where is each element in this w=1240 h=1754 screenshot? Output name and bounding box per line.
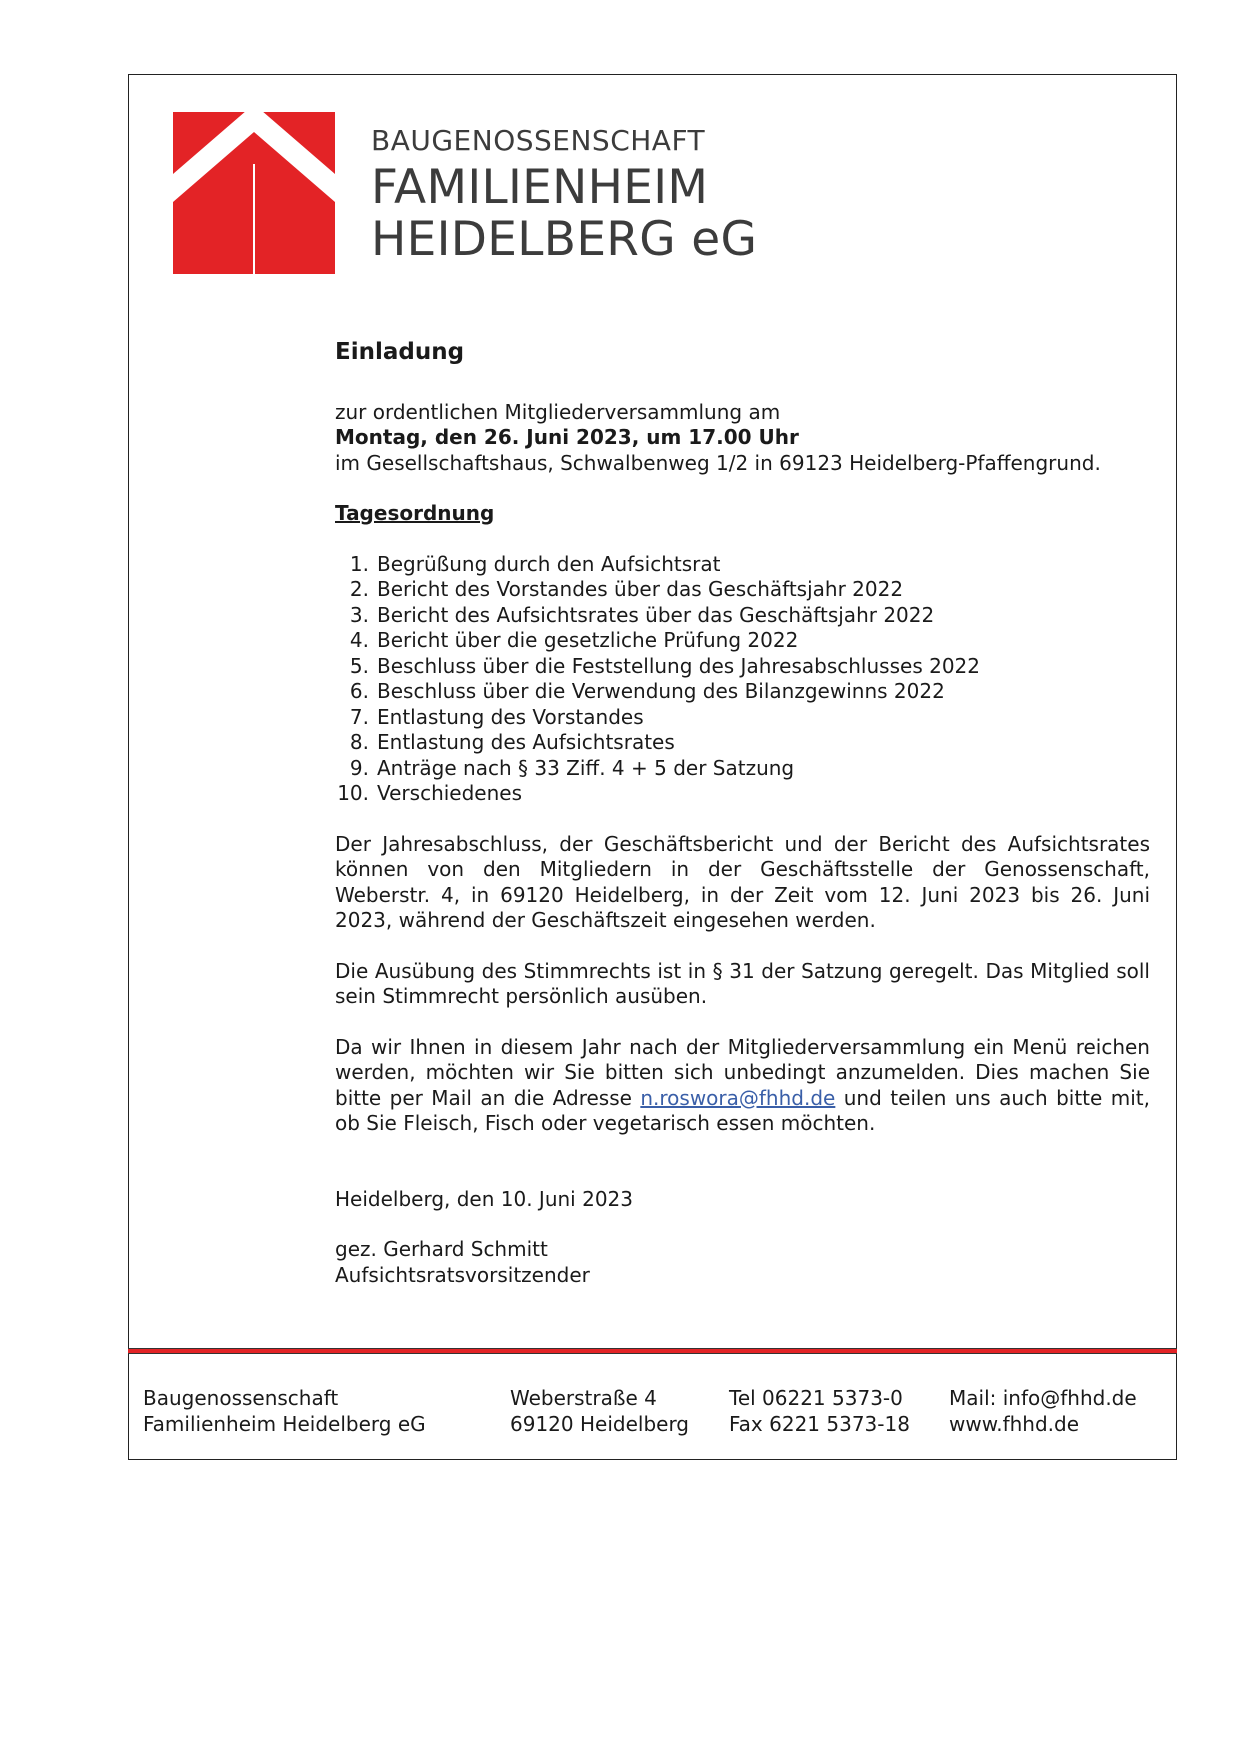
agenda-text: Bericht über die gesetzliche Prüfung 2022 bbox=[377, 628, 799, 652]
footer-city: 69120 Heidelberg bbox=[510, 1411, 690, 1436]
agenda-text: Beschluss über die Feststellung des Jahresabschlusses 2022 bbox=[377, 653, 980, 678]
agenda-num: 8. bbox=[349, 730, 369, 754]
location-line: im Gesellschaftshaus, Schwalbenweg 1/2 in 69123 Heidelberg-Pfaffengrund. bbox=[335, 450, 1101, 475]
agenda-list bbox=[335, 552, 1150, 807]
agenda-item bbox=[335, 679, 1150, 705]
agenda-num: 5. bbox=[349, 653, 369, 678]
agenda-text: Entlastung des Vorstandes bbox=[377, 704, 644, 729]
agenda-num: 2. bbox=[349, 577, 369, 601]
agenda-item bbox=[335, 756, 1150, 782]
letter-title: Einladung bbox=[335, 339, 465, 365]
brand-wordmark bbox=[371, 124, 757, 266]
agenda-num: 9. bbox=[349, 755, 369, 780]
brand-line-2: FAMILIENHEIM bbox=[371, 160, 709, 215]
agenda-num: 3. bbox=[349, 602, 369, 627]
agenda-text: Anträge nach § 33 Ziff. 4 + 5 der Satzung bbox=[377, 755, 795, 780]
paragraph-annual-report: Der Jahresabschluss, der Geschäftsbericht und der Bericht des Aufsichtsrates können von den Mitgliedern in der Geschäftsstelle der Genossenschaft, Weberstr. 4, in 69120 Heidelberg, in der Zeit vom 12. Juni 2023 bis 26. Juni 2023, während der Geschäftszeit eingesehen werden. bbox=[335, 831, 1150, 932]
agenda-item bbox=[335, 552, 1150, 578]
registration-text-after: und teilen uns auch bitte mit, ob Sie Fleisch, Fisch oder vegetarisch essen möchten. bbox=[335, 1085, 1150, 1135]
footer-divider bbox=[128, 1348, 1177, 1354]
agenda-heading: Tagesordnung bbox=[335, 501, 495, 525]
agenda-text: Bericht des Vorstandes über das Geschäftsjahr 2022 bbox=[377, 577, 904, 601]
brand-line-3: HEIDELBERG eG bbox=[371, 212, 758, 267]
agenda-item bbox=[335, 705, 1150, 731]
agenda-num: 7. bbox=[349, 704, 369, 729]
footer-company-line2: Familienheim Heidelberg eG bbox=[143, 1411, 426, 1436]
agenda-item bbox=[335, 603, 1150, 629]
email-link[interactable]: n.roswora@fhhd.de bbox=[640, 1085, 836, 1110]
agenda-text: Bericht des Aufsichtsrates über das Geschäftsjahr 2022 bbox=[377, 602, 935, 627]
agenda-num: 10. bbox=[337, 781, 369, 805]
signature-name: gez. Gerhard Schmitt bbox=[335, 1237, 548, 1261]
agenda-num: 4. bbox=[349, 628, 369, 652]
agenda-item bbox=[335, 654, 1150, 680]
footer-mail[interactable]: Mail: info@fhhd.de bbox=[949, 1386, 1137, 1410]
brand-line-1: BAUGENOSSENSCHAFT bbox=[371, 124, 706, 157]
footer-company-line1: Baugenossenschaft bbox=[143, 1386, 339, 1410]
letter-body bbox=[335, 340, 1150, 1288]
agenda-text: Beschluss über die Verwendung des Bilanzgewinns 2022 bbox=[377, 679, 945, 703]
agenda-text: Entlastung des Aufsichtsrates bbox=[377, 730, 675, 754]
agenda-item bbox=[335, 730, 1150, 756]
footer-address bbox=[510, 1386, 689, 1437]
agenda-item bbox=[335, 781, 1150, 807]
footer-contact bbox=[949, 1386, 1137, 1437]
agenda-item bbox=[335, 628, 1150, 654]
footer-street: Weberstraße 4 bbox=[510, 1386, 657, 1410]
footer-phone bbox=[729, 1386, 910, 1437]
agenda-num: 6. bbox=[349, 679, 369, 703]
agenda-text: Begrüßung durch den Aufsichtsrat bbox=[377, 551, 721, 576]
footer-web[interactable]: www.fhhd.de bbox=[949, 1411, 1080, 1436]
house-roof-logo bbox=[173, 112, 335, 274]
footer-company bbox=[143, 1386, 426, 1437]
date-line: Montag, den 26. Juni 2023, um 17.00 Uhr bbox=[335, 425, 799, 449]
agenda-num: 1. bbox=[349, 551, 369, 576]
agenda-item bbox=[335, 577, 1150, 603]
registration-text-before: Da wir Ihnen in diesem Jahr nach der Mitgliederversammlung ein Menü reichen werden, möchten wir Sie bitten sich unbedingt anzumelden. Dies machen Sie bitte per Mail an die Adresse bbox=[335, 1034, 1150, 1110]
agenda-text: Verschiedenes bbox=[377, 781, 523, 805]
footer-tel: Tel 06221 5373-0 bbox=[729, 1386, 903, 1410]
paragraph-registration bbox=[335, 1035, 1150, 1137]
footer-fax: Fax 6221 5373-18 bbox=[729, 1411, 910, 1436]
place-date: Heidelberg, den 10. Juni 2023 bbox=[335, 1186, 633, 1211]
paragraph-voting-rights: Die Ausübung des Stimmrechts ist in § 31 der Satzung geregelt. Das Mitglied soll sein Stimmrecht persönlich ausüben. bbox=[335, 958, 1150, 1008]
intro-line: zur ordentlichen Mitgliederversammlung am bbox=[335, 399, 781, 424]
signature-role: Aufsichtsratsvorsitzender bbox=[335, 1262, 590, 1287]
